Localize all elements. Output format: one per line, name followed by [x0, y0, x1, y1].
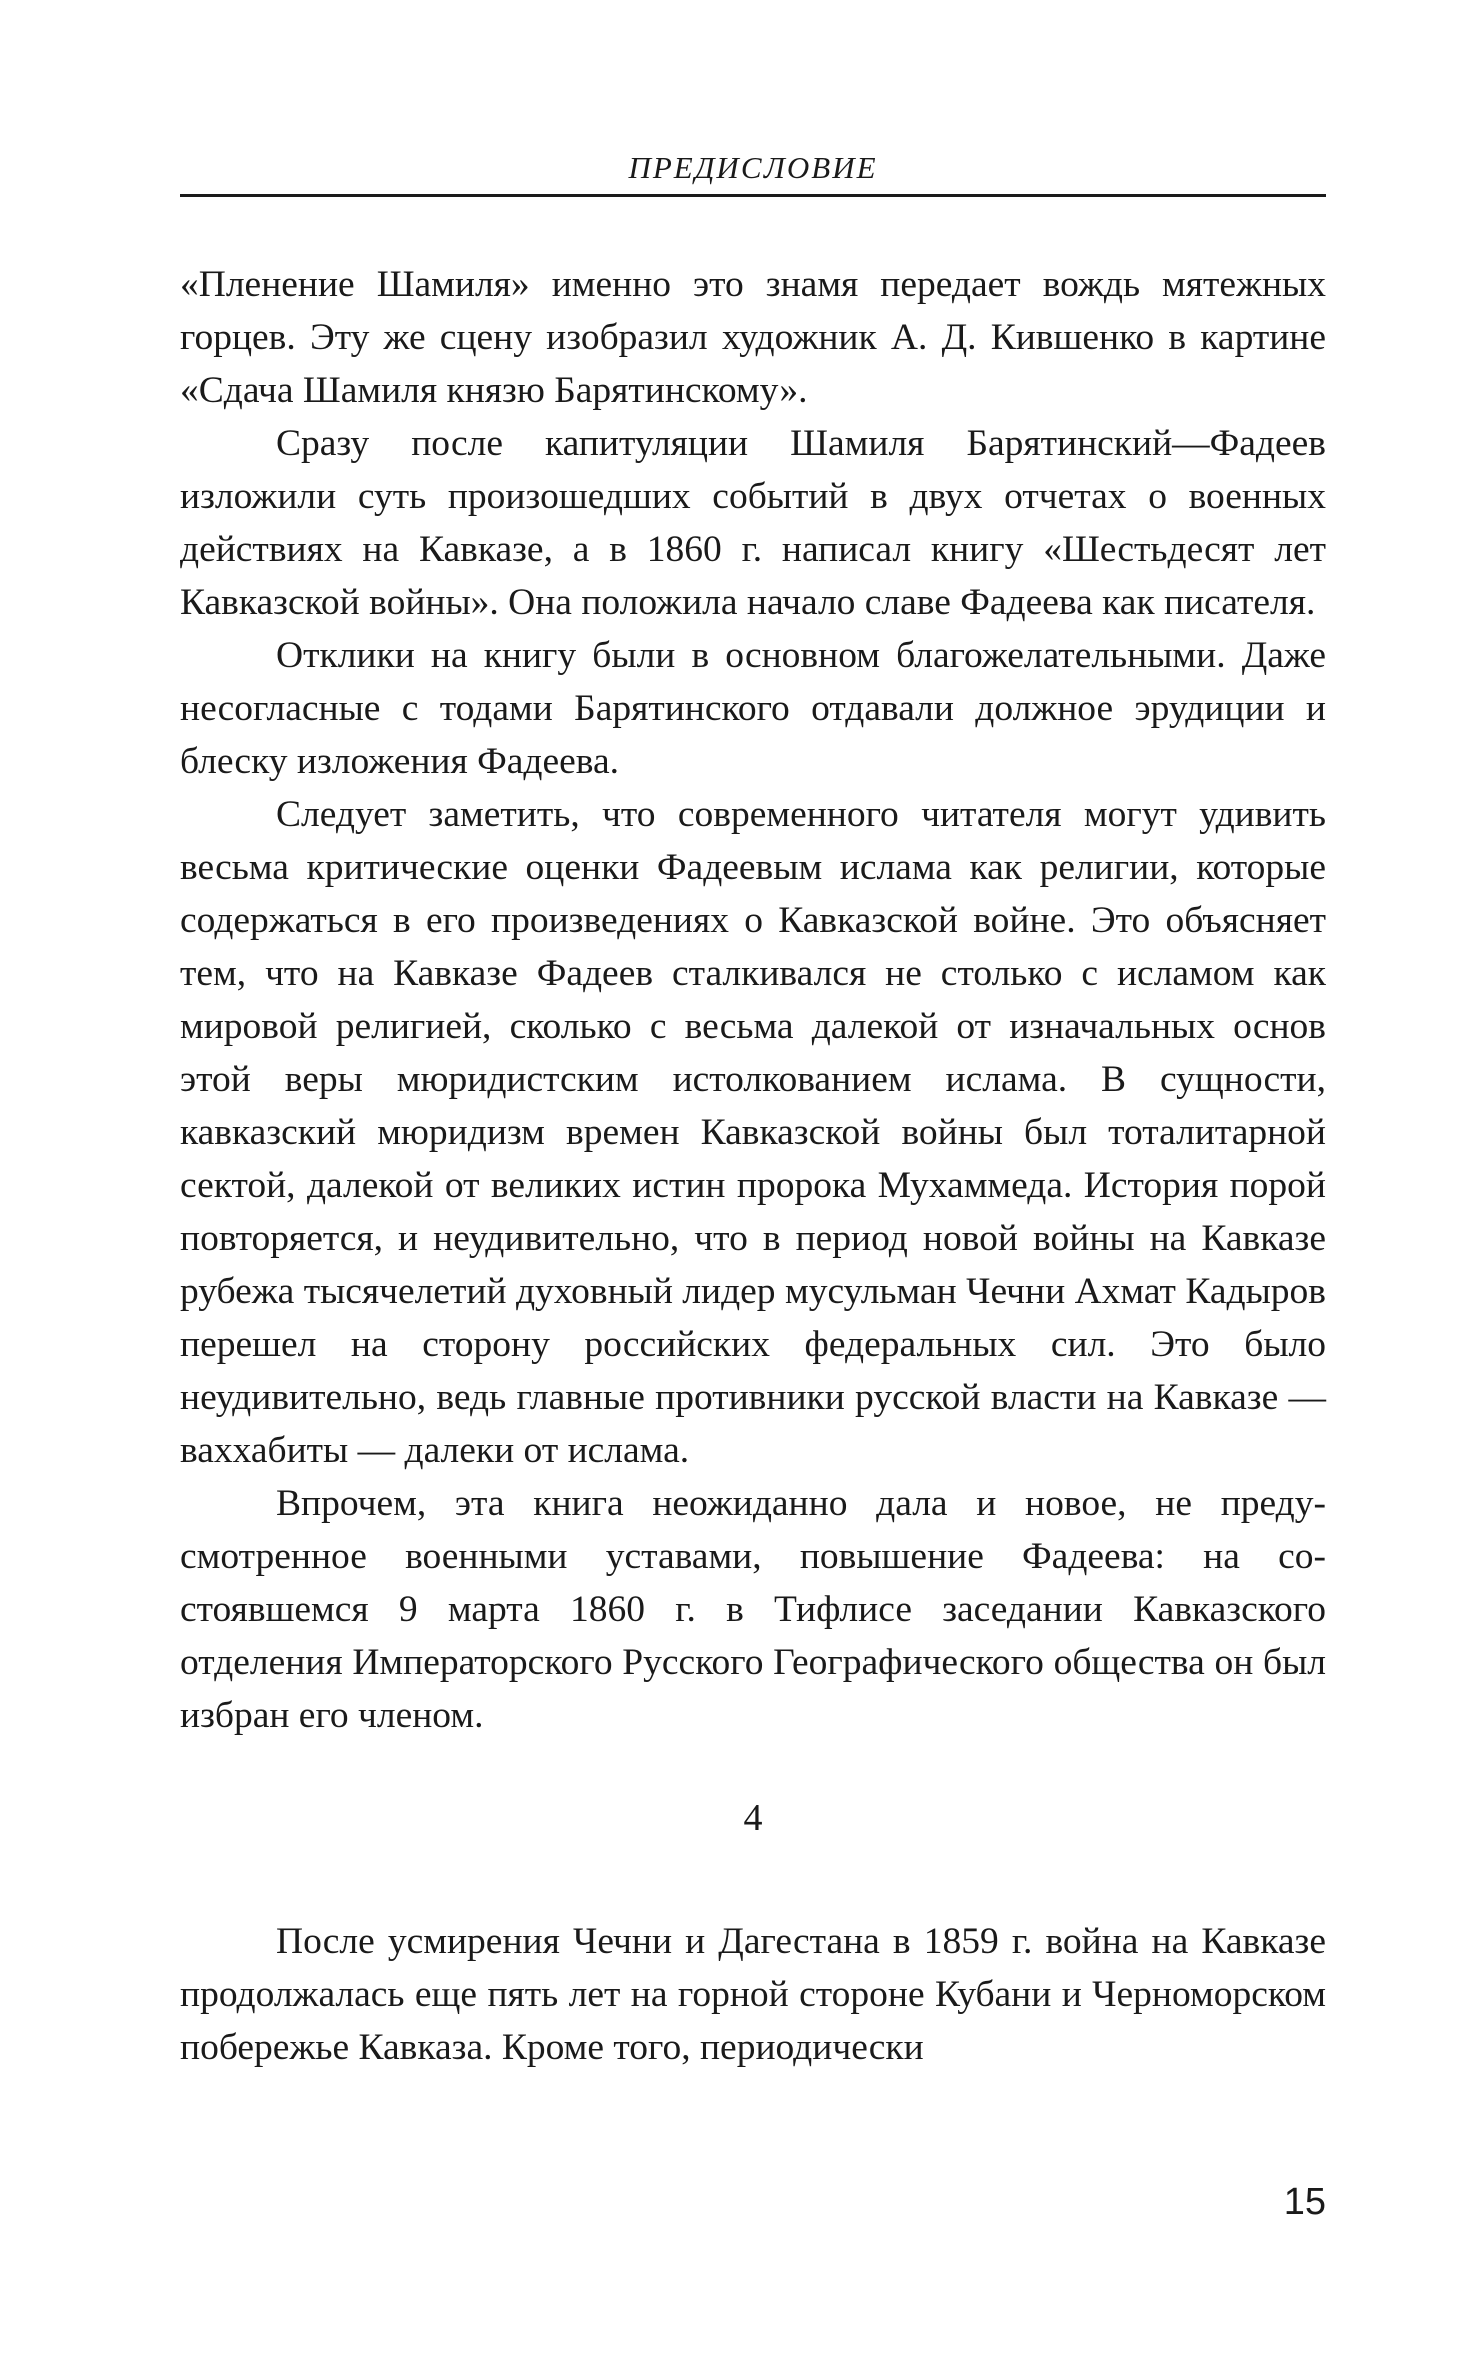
- paragraph: Следует заметить, что современного читателя могут удивить весьма критические оценки Фадеевым ислама как религии, которые содержаться в его произведениях о Кавказской войне. Это объясняет тем, что на Кавказе Фадеев сталкивался не столько с исламом как мировой религией, сколько с весьма далекой от изначальных основ этой веры мюридистским истолкованием ислама. В сущности, кавказский мюридизм времен Кавказской войны был тоталитарной сектой, далекой от великих истин пророка Мухаммеда. История порой повторяется, и неудивительно, что в период новой войны на Кавказе рубежа тысячелетий духовный лидер мусульман Чечни Ахмат Кадыров перешел на сторону российских федеральных сил. Это было неудивительно, ведь главные противники русской власти на Кавказе — ваххабиты — далеки от ислама.: [180, 794, 1326, 1471]
- header-rule: [180, 194, 1326, 197]
- paragraph: Впрочем, эта книга неожиданно дала и новое, не предусмотренное военными уставами, повышение Фадеева: на состоявшемся 9 марта 1860 г. в Тифлисе заседании Кавказского отделения Императорского Русского Географического общества он был избран его членом.: [180, 1483, 1326, 1736]
- page-number: 15: [1283, 2181, 1326, 2223]
- running-head-title: ПРЕДИСЛОВИЕ: [628, 150, 878, 185]
- paragraph: Отклики на книгу были в основном благожелательными. Даже несогласные с тодами Барятинского отдавали должное эрудиции и блеску изложения Фадеева.: [180, 635, 1326, 782]
- page-body: [180, 258, 1326, 2074]
- section-number: 4: [743, 1797, 763, 1839]
- paragraph: Сразу после капитуляции Шамиля Барятинский—Фадеев изложили суть произошедших событий в двух отчетах о военных действиях на Кавказе, а в 1860 г. написал книгу «Шестьдесят лет Кавказской войны». Она положила начало славе Фадеева как писателя.: [180, 423, 1326, 623]
- paragraph: После усмирения Чечни и Дагестана в 1859 г. война на Кавказе продолжалась еще пять лет на горной стороне Кубани и Черноморском побережье Кавказа. Кроме того, периодически: [180, 1921, 1326, 2068]
- paragraph-continued: «Пленение Шамиля» именно это знамя передает вождь мятежных горцев. Эту же сцену изобразил художник А. Д. Кившенко в картине «Сдача Шамиля князю Барятинскому».: [180, 264, 1326, 411]
